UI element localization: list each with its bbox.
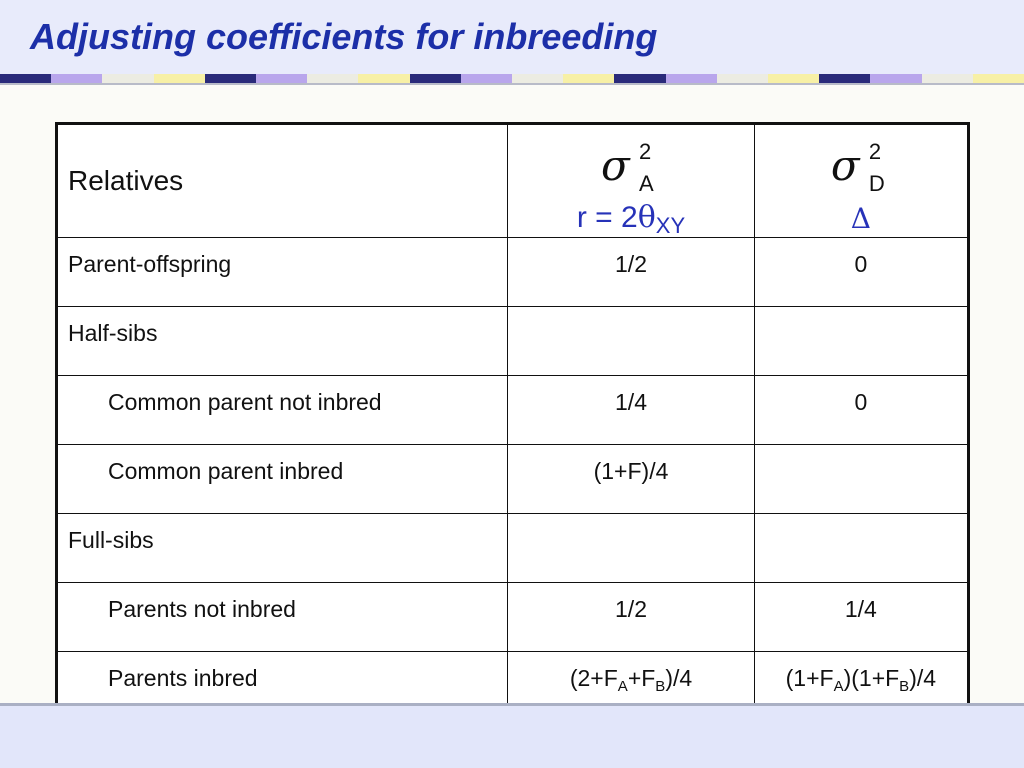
row-label: Half-sibs xyxy=(57,307,508,376)
theta-symbol: θ xyxy=(637,200,656,235)
additive-value: $(2+F_A+F_B)/4$ xyxy=(508,652,754,722)
table-row xyxy=(57,376,969,445)
additive-value xyxy=(508,307,754,376)
sigma-d-symbol xyxy=(831,137,891,199)
decorative-stripe xyxy=(0,74,1024,83)
slide-footer xyxy=(0,706,1024,768)
dominance-value xyxy=(754,307,968,376)
dominance-value: 0 xyxy=(754,238,968,307)
additive-value: 1/2 xyxy=(508,583,754,652)
additive-value: (1+F)/4 xyxy=(508,445,754,514)
sigma-subscript: A xyxy=(639,171,654,196)
sigma-glyph: σ xyxy=(601,141,630,190)
sigma-a-symbol xyxy=(601,137,661,199)
row-label: Full-sibs xyxy=(57,514,508,583)
sigma-subscript: D xyxy=(868,171,885,196)
expr-prefix: r = 2 xyxy=(576,201,638,234)
dominance-value: $(1+F_A)(1+F_B)/4$ xyxy=(754,652,968,722)
dominance-value: 1/4 xyxy=(754,583,968,652)
table-row xyxy=(57,514,969,583)
row-label: Parent-offspring xyxy=(57,238,508,307)
header-additive-variance xyxy=(508,124,754,238)
slide-title: Adjusting coefficients for inbreeding xyxy=(30,16,658,57)
slide-header xyxy=(0,0,1024,74)
relationship-expression xyxy=(508,200,753,238)
dominance-value: 0 xyxy=(754,376,968,445)
row-label: Parents not inbred xyxy=(57,583,508,652)
header-relatives: Relatives xyxy=(57,124,508,238)
table-row xyxy=(57,583,969,652)
expr-subscript: XY xyxy=(655,213,686,238)
header-dominance-variance xyxy=(754,124,968,238)
sigma-superscript: 2 xyxy=(639,139,652,164)
dominance-value xyxy=(754,514,968,583)
table-row xyxy=(57,238,969,307)
table-row xyxy=(57,307,969,376)
row-label: Parents inbred xyxy=(57,652,508,722)
coefficients-table xyxy=(55,122,970,723)
sigma-glyph: σ xyxy=(830,141,860,190)
table-header-row xyxy=(57,124,969,238)
additive-value xyxy=(508,514,754,583)
additive-value: 1/2 xyxy=(508,238,754,307)
sigma-superscript: 2 xyxy=(868,139,882,164)
delta-symbol: Δ xyxy=(850,202,871,235)
row-label: Common parent not inbred xyxy=(57,376,508,445)
table-row xyxy=(57,445,969,514)
row-label: Common parent inbred xyxy=(57,445,508,514)
additive-value: 1/4 xyxy=(508,376,754,445)
dominance-value xyxy=(754,445,968,514)
